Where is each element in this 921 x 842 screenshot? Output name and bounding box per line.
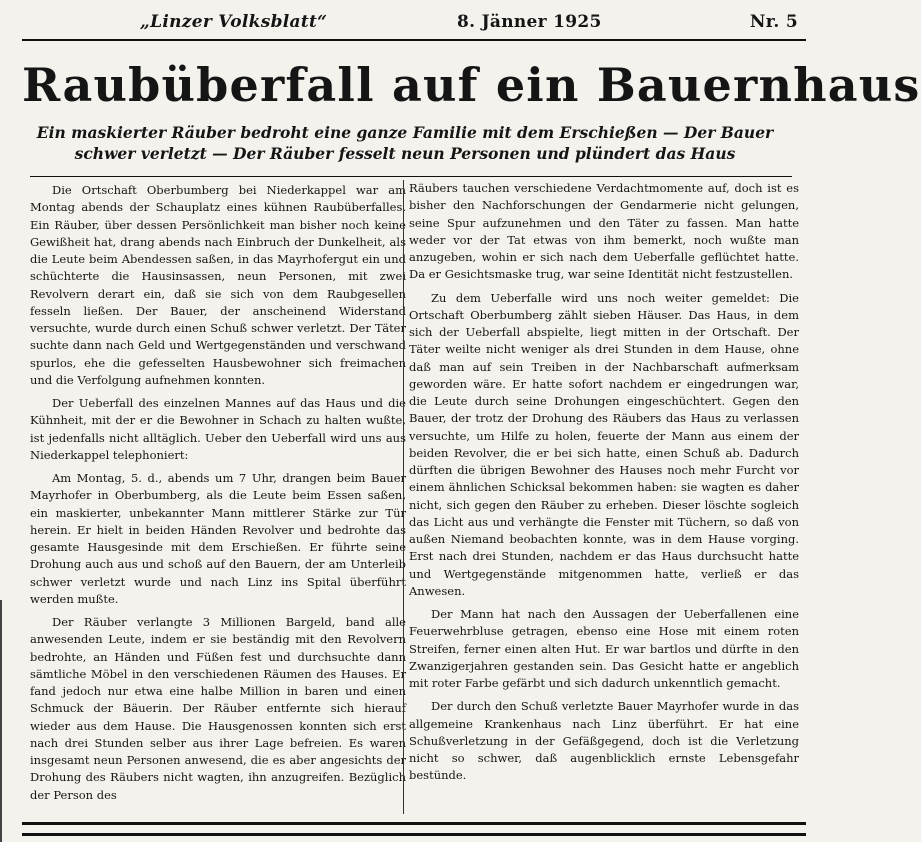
- column-divider: [403, 180, 404, 814]
- paragraph: Zu dem Ueberfalle wird uns noch weiter gemeldet: Die Ortschaft Oberbumberg zählt sieben Häuser. Das Haus, in dem sich der Ueberfall abspielte, liegt mitten in der Ortschaft. Der Täter weilte nicht weniger als drei Stunden in dem Hause, ohne daß man auf sein Treiben in der Nachbarschaft aufmerksam geworden wäre. Er hatte sofort nachdem er eingedrungen war, die Leute durch seine Drohungen eingeschüchtert. Gegen den Bauer, der trotz der Drohung des Räubers das Haus zu verlassen versuchte, um Hilfe zu holen, feuerte der Mann aus einem der beiden Revolver, die er bei sich hatte, einen Schuß ab. Dadurch dürften die übrigen Bewohner des Hauses noch mehr Furcht vor einem ähnlichen Schicksal bekommen haben: sie wagten es daher nicht, sich gegen den Räuber zu erheben. Dieser löschte sogleich das Licht aus und verhängte die Fenster mit Tüchern, so daß von außen Niemand beobachten konnte, was in dem Hause vorging. Erst nach drei Stunden, nachdem er das Haus durchsucht hatte und Wertgegenstände mitgenommen hatte, verließ er das Anwesen.: [409, 290, 799, 598]
- paragraph: Der durch den Schuß verletzte Bauer Mayrhofer wurde in das allgemeine Krankenhaus nach Linz überführt. Er hat eine Schußverletzung in der Gefäßgegend, doch ist die Verletzung nicht so schwer, daß augenblicklich ernste Lebensgefahr bestünde.: [409, 699, 799, 783]
- paragraph: Am Montag, 5. d., abends um 7 Uhr, drangen beim Bauer Mayrhofer in Oberbumberg, als die Leute beim Essen saßen, ein maskierter, unbekannter Mann mittlerer Stärke zur Tür herein. Er hielt in beiden Händen Revolver und bedrohte das gesamte Hausgesinde mit dem Erschießen. Er führte seine Drohung auch aus und schoß auf den Bauern, der am Unterleib schwer verletzt wurde und nach Linz ins Spital überführt werden mußte.: [30, 471, 406, 606]
- paragraph: Räubers tauchen verschiedene Verdachtmomente auf, doch ist es bisher den Nachforschungen der Gendarmerie nicht gelungen, seine Spur aufzunehmen und den Täter zu fassen. Man hatte weder vor der Tat etwas von ihm bemerkt, noch wußte man anzugeben, wohin er sich nach dem Ueberfalle geflüchtet hatte. Da er Gesichtsmaske trug, war seine Identität nicht festzustellen.: [409, 181, 799, 282]
- issue-date: 8. Jänner 1925: [457, 12, 602, 32]
- masthead: [22, 4, 798, 34]
- closing-double-rule: [22, 822, 806, 836]
- article-subheadline: Ein maskierter Räuber bedroht eine ganze Familie mit dem Erschießen — Der Bauer schwer verletzt — Der Räuber fesselt neun Personen und plündert das Haus: [36, 123, 774, 163]
- article-column-left: [30, 182, 406, 810]
- paragraph: Der Mann hat nach den Aussagen der Ueberfallenen eine Feuerwehrbluse getragen, ebenso eine Hose mit einem roten Streifen, ferner einen alten Hut. Er war bartlos und dürfte in den Zwanzigerjahren gestanden sein. Das Gesicht hatte er angeblich mit roter Farbe gefärbt und sich dadurch unkenntlich gemacht.: [409, 607, 799, 690]
- newspaper-name: „Linzer Volksblatt“: [140, 12, 328, 32]
- masthead-rule: [22, 39, 806, 41]
- page-edge-line: [0, 600, 2, 842]
- issue-number: Nr. 5: [749, 12, 798, 32]
- article-headline: Raubüberfall auf ein Bauernhaus: [22, 58, 921, 112]
- paragraph: Der Räuber verlangte 3 Millionen Bargeld, band alle anwesenden Leute, indem er sie beständig mit den Revolvern bedrohte, an Händen und Füßen fest und durchsuchte dann sämtliche Möbel in den verschiedenen Räumen des Hauses. Er fand jedoch nur etwa eine halbe Million in baren und einen Schmuck der Bäuerin. Der Räuber entfernte sich hierauf wieder aus dem Hause. Die Hausgenossen konnten sich erst nach drei Stunden selber aus ihrer Lage befreien. Es waren insgesamt neun Personen anwesend, die es aber angesichts der Drohung des Räubers nicht wagten, ihn anzugreifen. Bezüglich der Person des: [30, 615, 406, 802]
- article-column-right: [409, 180, 799, 791]
- subheadline-rule: [30, 176, 792, 177]
- paragraph: Die Ortschaft Oberbumberg bei Niederkappel war am Montag abends der Schauplatz eines kühnen Raubüberfalles. Ein Räuber, über dessen Persönlichkeit man bisher noch keine Gewißheit hat, drang abends nach Einbruch der Dunkelheit, als die Leute beim Abendessen saßen, in das Mayrhofergut ein und schüchterte die Hausinsassen, neun Personen, mit zwei Revolvern derart ein, daß sie sich von dem Raubgesellen fesseln ließen. Der Bauer, der anscheinend Widerstand versuchte, wurde durch einen Schuß schwer verletzt. Der Täter suchte dann nach Geld und Wertgegenständen und verschwand spurlos, ehe die gefesselten Hausbewohner sich freimachen und die Verfolgung aufnehmen konnten.: [30, 183, 406, 387]
- paragraph: Der Ueberfall des einzelnen Mannes auf das Haus und die Kühnheit, mit der er die Bewohner in Schach zu halten wußte, ist jedenfalls nicht alltäglich. Ueber den Ueberfall wird uns aus Niederkappel telephoniert:: [30, 396, 406, 462]
